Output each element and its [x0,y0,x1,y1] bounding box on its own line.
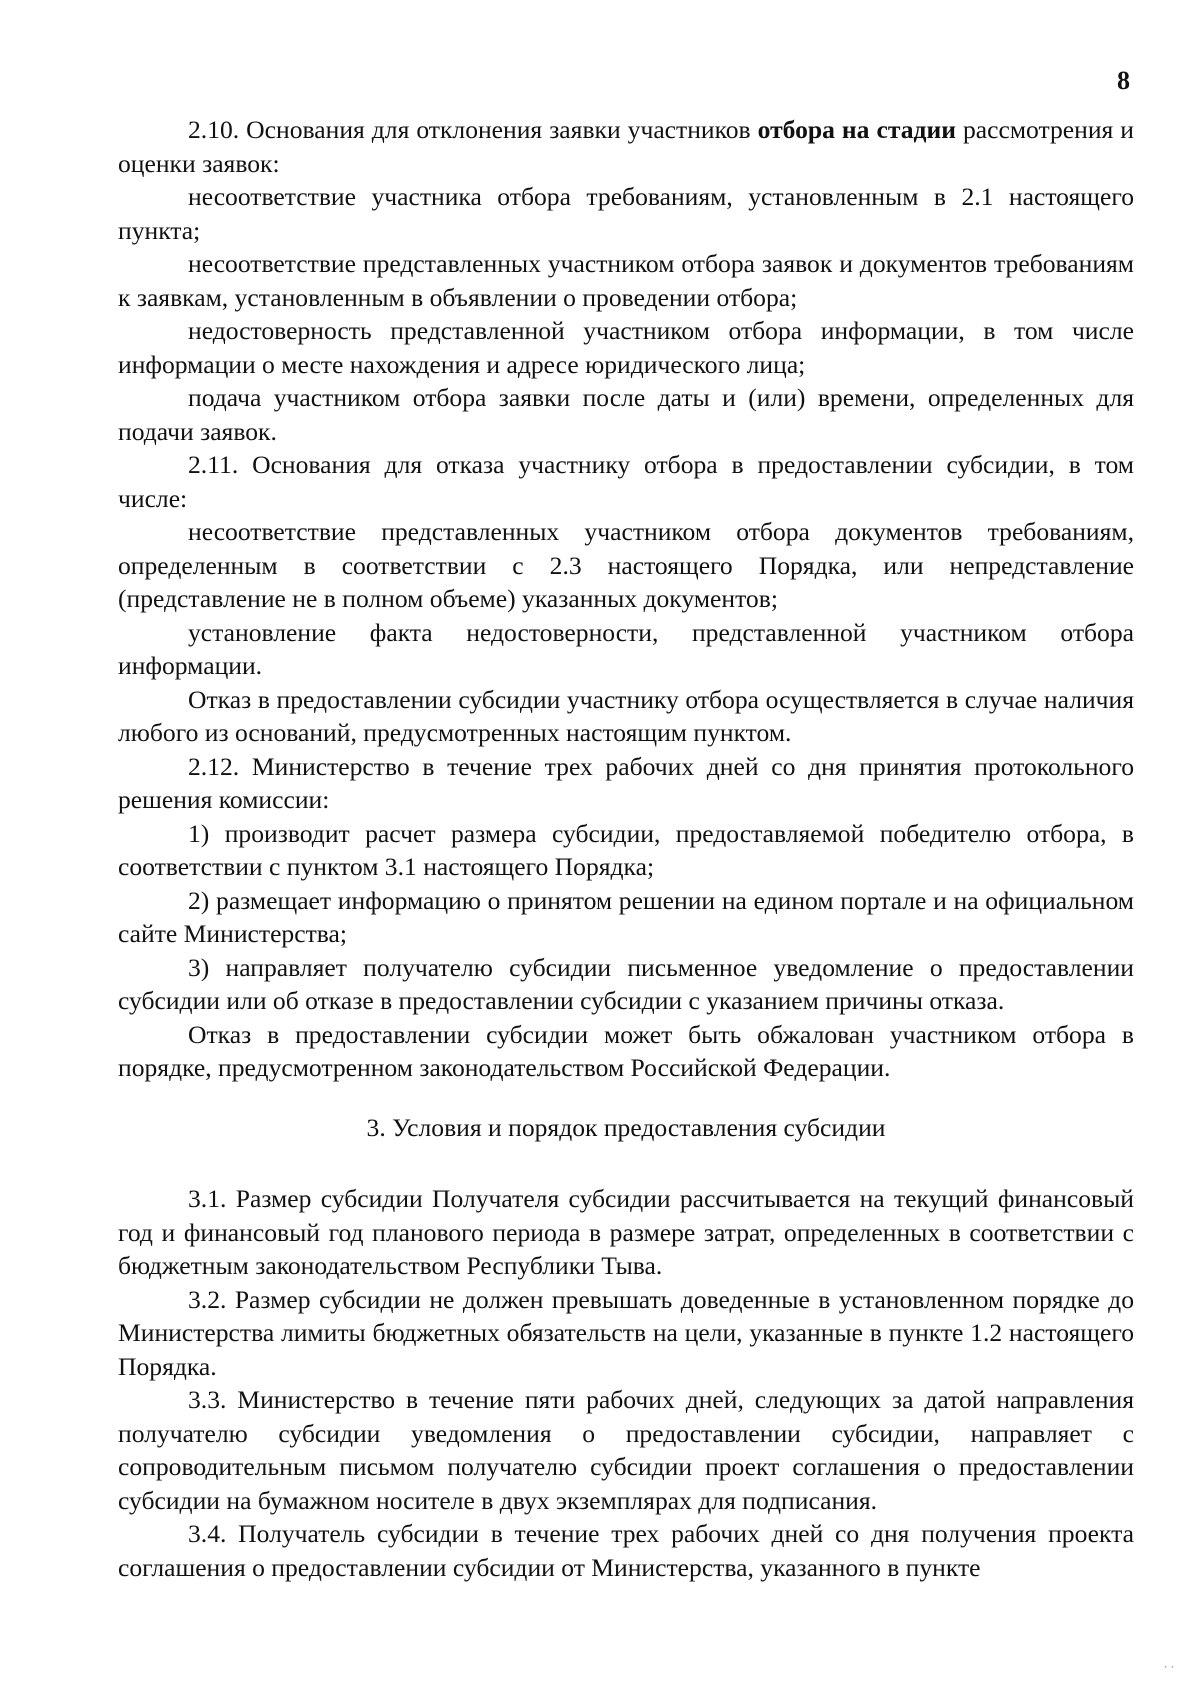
paragraph-3-4: 3.4. Получатель субсидии в течение трех рабочих дней со дня получения проекта соглашения о предоставлении субсидии от Министерства, указанного в пункте [118,1519,1134,1582]
paragraph: недостоверность представленной участником отбора информации, в том числе информации о месте нахождения и адресе юридического лица; [118,316,1134,379]
paragraph-2-10 [118,113,1134,180]
paragraph: подача участником отбора заявки после даты и (или) времени, определенных для подачи заявок. [118,383,1134,446]
paragraph: 2) размещает информацию о принятом решении на едином портале и на официальном сайте Министерства; [118,885,1134,948]
paragraph-3-1: 3.1. Размер субсидии Получателя субсидии рассчитывается на текущий финансовый год и финансовый год планового периода в размере затрат, определенных в соответствии с бюджетным законодательством Республики Тыва. [118,1184,1134,1280]
paragraph-2-12: 2.12. Министерство в течение трех рабочих дней со дня принятия протокольного решения комиссии: [118,751,1134,814]
paragraph: несоответствие представленных участником отбора документов требованиям, определенным в соответствии с 2.3 настоящего Порядка, или непредставление (представление не в полном объеме) указанных документов; [118,517,1134,613]
paragraph: несоответствие участника отбора требованиям, установленным в 2.1 настоящего пункта; [118,182,1134,245]
paragraph: Отказ в предоставлении субсидии может быть обжалован участником отбора в порядке, предусмотренном законодательством Российской Федерации. [118,1019,1134,1082]
paragraph-text: рассмотрения и оценки заявок: [118,115,1134,178]
paragraph: установление факта недостоверности, представленной участником отбора информации. [118,617,1134,680]
paragraph-text: 2.10. Основания для отклонения заявки участников [188,115,758,144]
bold-phrase: отбора на стадии [757,115,956,144]
paragraph-3-3: 3.3. Министерство в течение пяти рабочих дней, следующих за датой направления получателю субсидии уведомления о предоставлении субсидии, направляет с сопроводительным письмом получателю субсидии проект соглашения о предоставлении субсидии на бумажном носителе в двух экземплярах для подписания. [118,1385,1134,1515]
paragraph: 1) производит расчет размера субсидии, предоставляемой победителю отбора, в соответствии с пунктом 3.1 настоящего Порядка; [118,818,1134,881]
document-body [118,113,1134,1584]
scan-artifact-mark: ˙˙ [1162,1665,1176,1681]
paragraph: несоответствие представленных участником отбора заявок и документов требованиям к заявкам, установленным в объявлении о проведении отбора; [118,249,1134,312]
paragraph-2-11: 2.11. Основания для отказа участнику отбора в предоставлении субсидии, в том числе: [118,450,1134,513]
section-3-heading: 3. Условия и порядок предоставления субсидии [366,1112,886,1142]
paragraph: 3) направляет получателю субсидии письменное уведомление о предоставлении субсидии или об отказе в предоставлении субсидии с указанием причины отказа. [118,952,1134,1015]
paragraph: Отказ в предоставлении субсидии участнику отбора осуществляется в случае наличия любого из оснований, предусмотренных настоящим пунктом. [118,684,1134,747]
page-number: 8 [1117,66,1130,95]
paragraph-3-2: 3.2. Размер субсидии не должен превышать доведенные в установленном порядке до Министерства лимиты бюджетных обязательств на цели, указанные в пункте 1.2 настоящего Порядка. [118,1284,1134,1381]
